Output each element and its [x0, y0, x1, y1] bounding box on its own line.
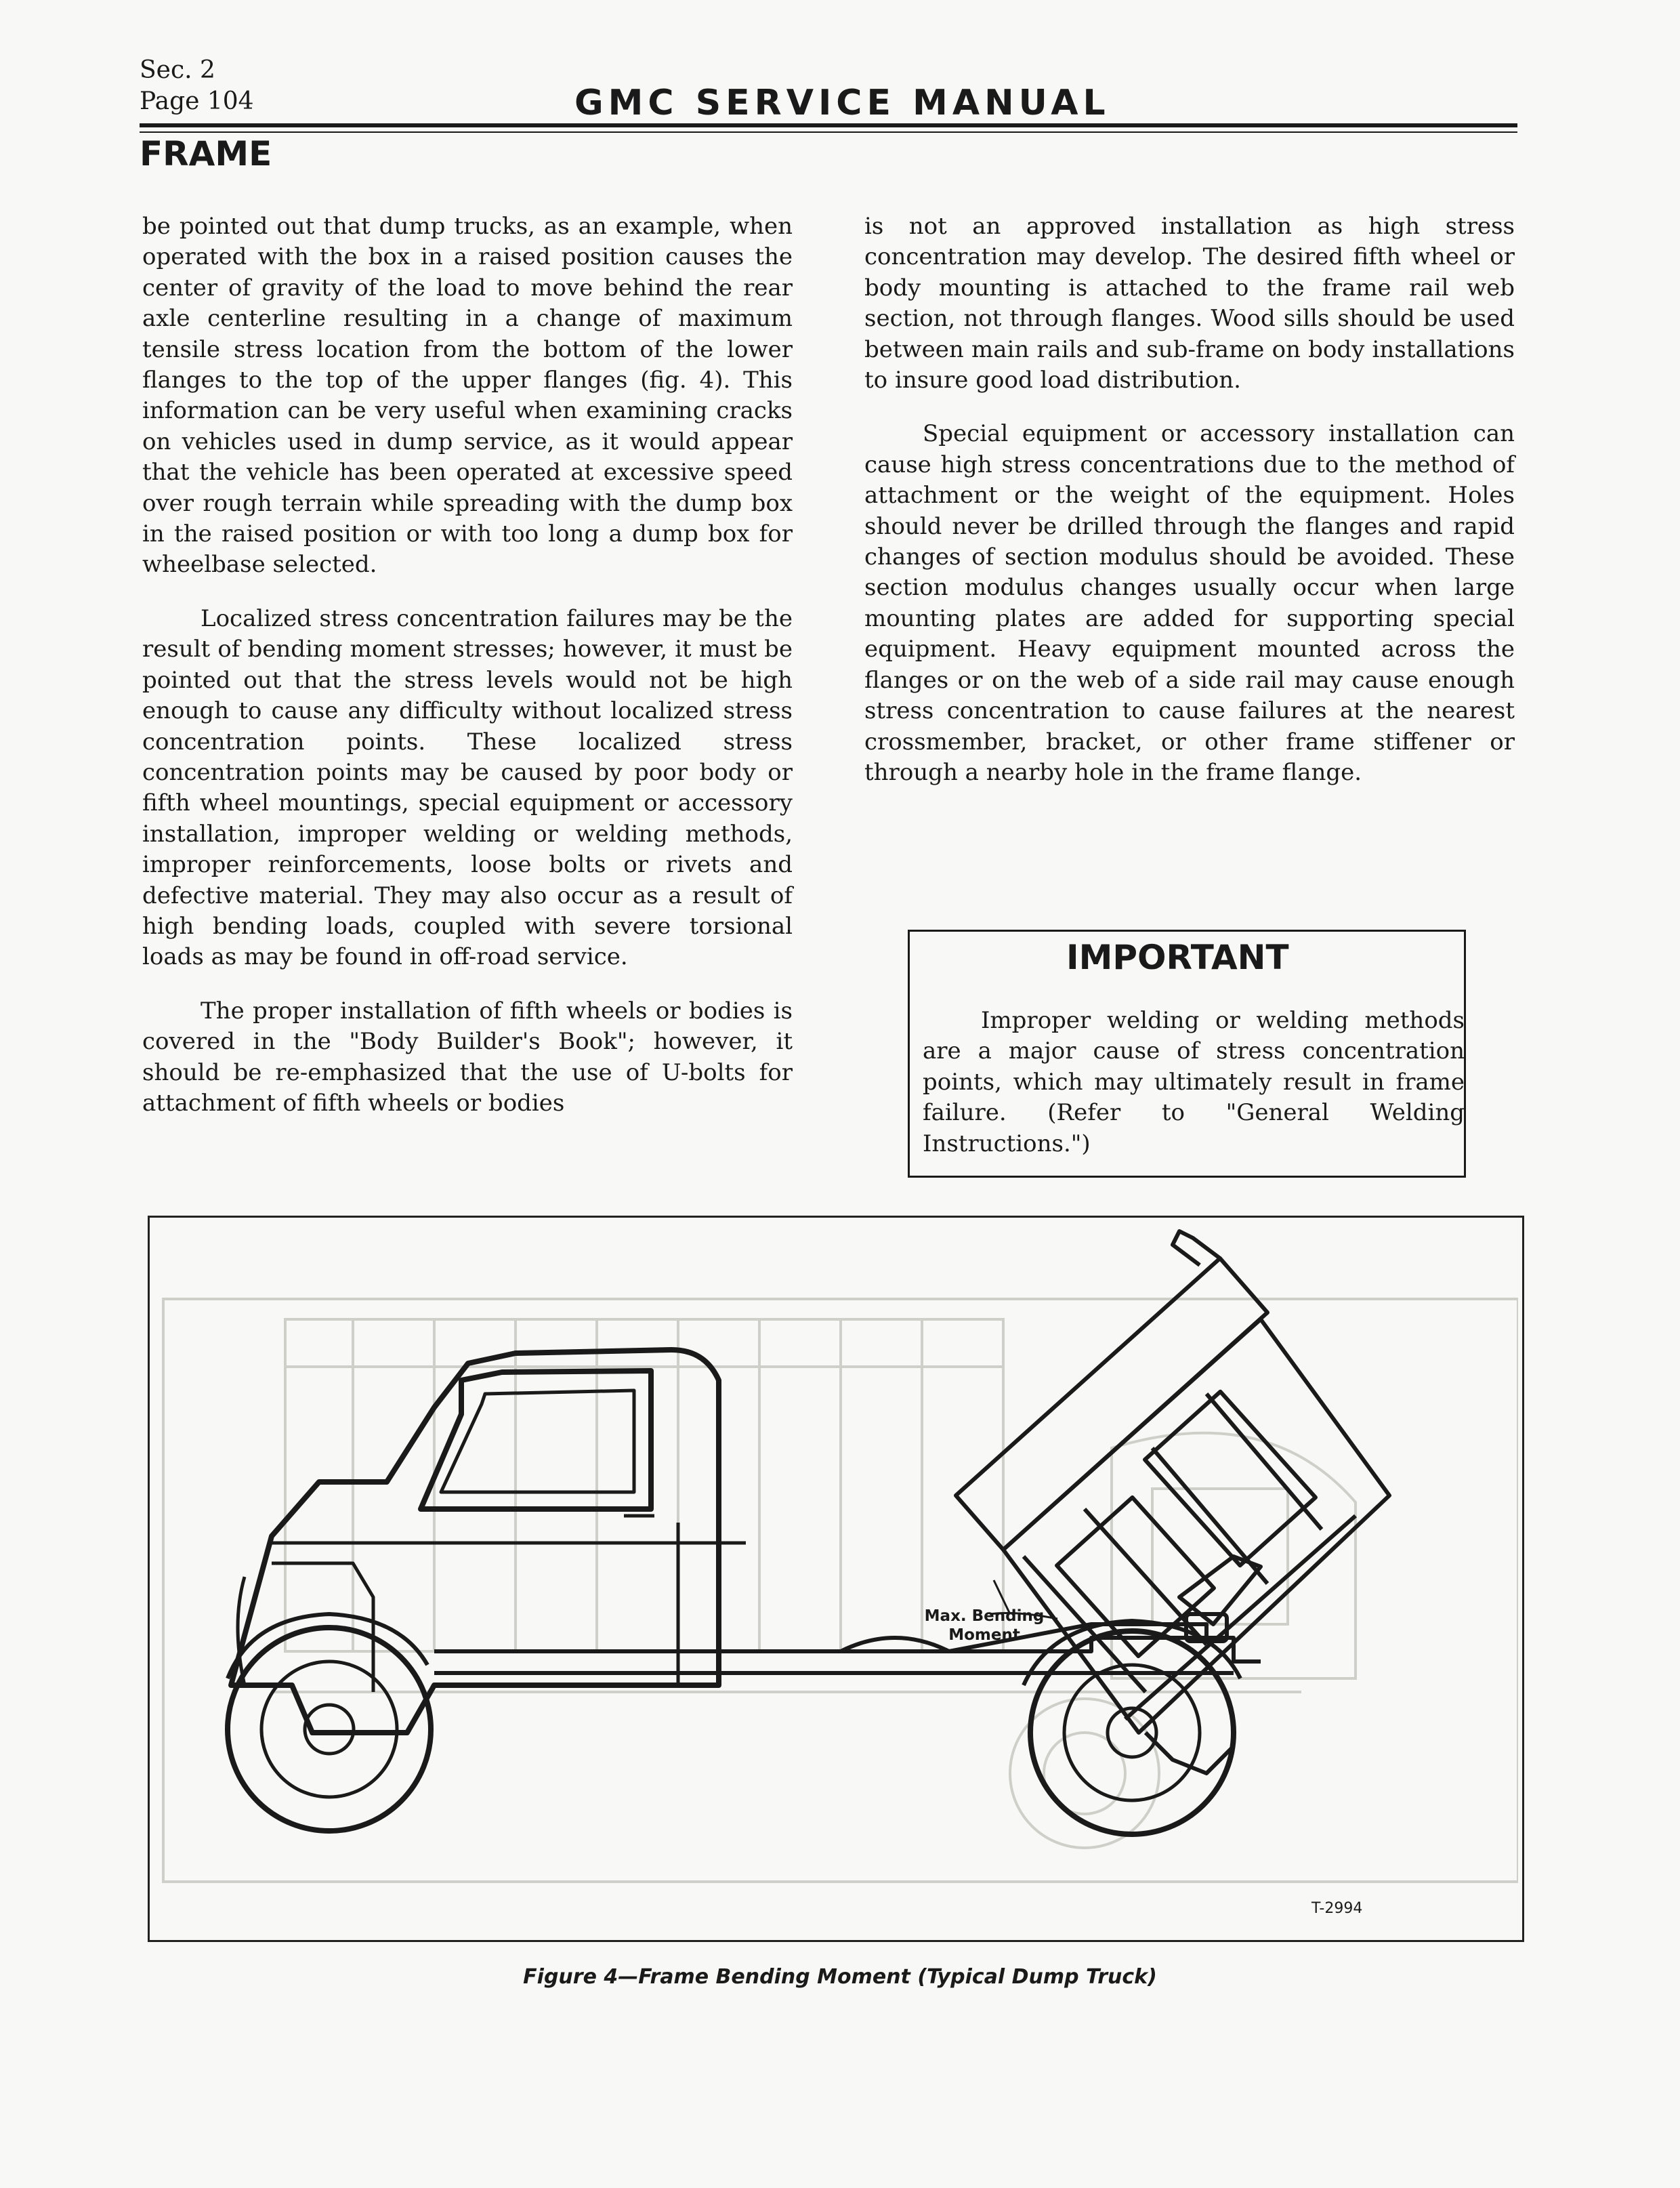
header-rule-thick	[140, 123, 1517, 127]
page-number: Page 104	[140, 87, 254, 115]
left-paragraph-2: Localized stress concentration failures may be the result of bending moment stresses; however, it must be pointed out that the stress levels would not be high enough to cause any difficulty without localized stress concentration points. These localized stress concentration points may be caused by poor body or fifth wheel mountings, special equipment or accessory installation, improper welding or welding methods, improper reinforcements, loose bolts or rivets and defective material. They may also occur as a result of high bending loads, coupled with severe torsional loads as may be found in off-road service.	[142, 604, 793, 971]
label-line-1: Max. Bending	[924, 1607, 1045, 1625]
important-text: Improper welding or welding methods are a major cause of stress concentration points, which may ultimately result in frame failure. (Refer to "General Welding Instructions.")	[923, 1007, 1465, 1157]
manual-title: GMC SERVICE MANUAL	[574, 83, 1110, 123]
left-column	[142, 211, 793, 1119]
left-paragraph-3: The proper installation of fifth wheels or bodies is covered in the "Body Builder's Book"; however, it should be re-emphasized that the use of U-bolts for attachment of fifth wheels or bodies	[142, 997, 793, 1117]
right-paragraph-1: is not an approved installation as high stress concentration may develop. The desired fifth wheel or body mounting is attached to the frame rail web section, not through flanges. Wood sills should be used between main rails and sub-frame on body installations to insure good load distribution.	[864, 213, 1515, 394]
important-text-block	[923, 1006, 1465, 1159]
right-paragraph-2: Special equipment or accessory installation can cause high stress concentrations due to the method of attachment or the weight of the equipment. Holes should never be drilled through the flanges and rapid changes of section modulus should be avoided. These section modulus changes usually occur when large mounting plates are added for supporting special equipment. Heavy equipment mounted across the flanges or on the web of a side rail may cause enough stress concentration to cause failures at the nearest crossmember, bracket, or other frame stiffener or through a nearby hole in the frame flange.	[864, 420, 1515, 786]
left-paragraph-1: be pointed out that dump trucks, as an example, when operated with the box in a raised position causes the center of gravity of the load to move behind the rear axle centerline resulting in a change of maximum tensile stress location from the bottom of the lower flanges to the top of the upper flanges (fig. 4). This information can be very useful when examining cracks on vehicles used in dump service, as it would appear that the vehicle has been operated at excessive speed over rough terrain while spreading with the dump box in the raised position or with too long a dump box for wheelbase selected.	[142, 213, 793, 579]
figure-caption: Figure 4—Frame Bending Moment (Typical Dump Truck)	[523, 1965, 1157, 1989]
header-rule-thin	[140, 131, 1517, 133]
figure-code: T-2994	[1311, 1900, 1363, 1917]
important-title: IMPORTANT	[1057, 934, 1299, 981]
max-bending-moment-label	[920, 1607, 1049, 1645]
right-column	[864, 211, 1515, 788]
section-title: FRAME	[140, 134, 272, 173]
label-line-2: Moment	[948, 1626, 1020, 1644]
dump-truck-illustration	[150, 1218, 1518, 1936]
section-number: Sec. 2	[140, 56, 215, 84]
